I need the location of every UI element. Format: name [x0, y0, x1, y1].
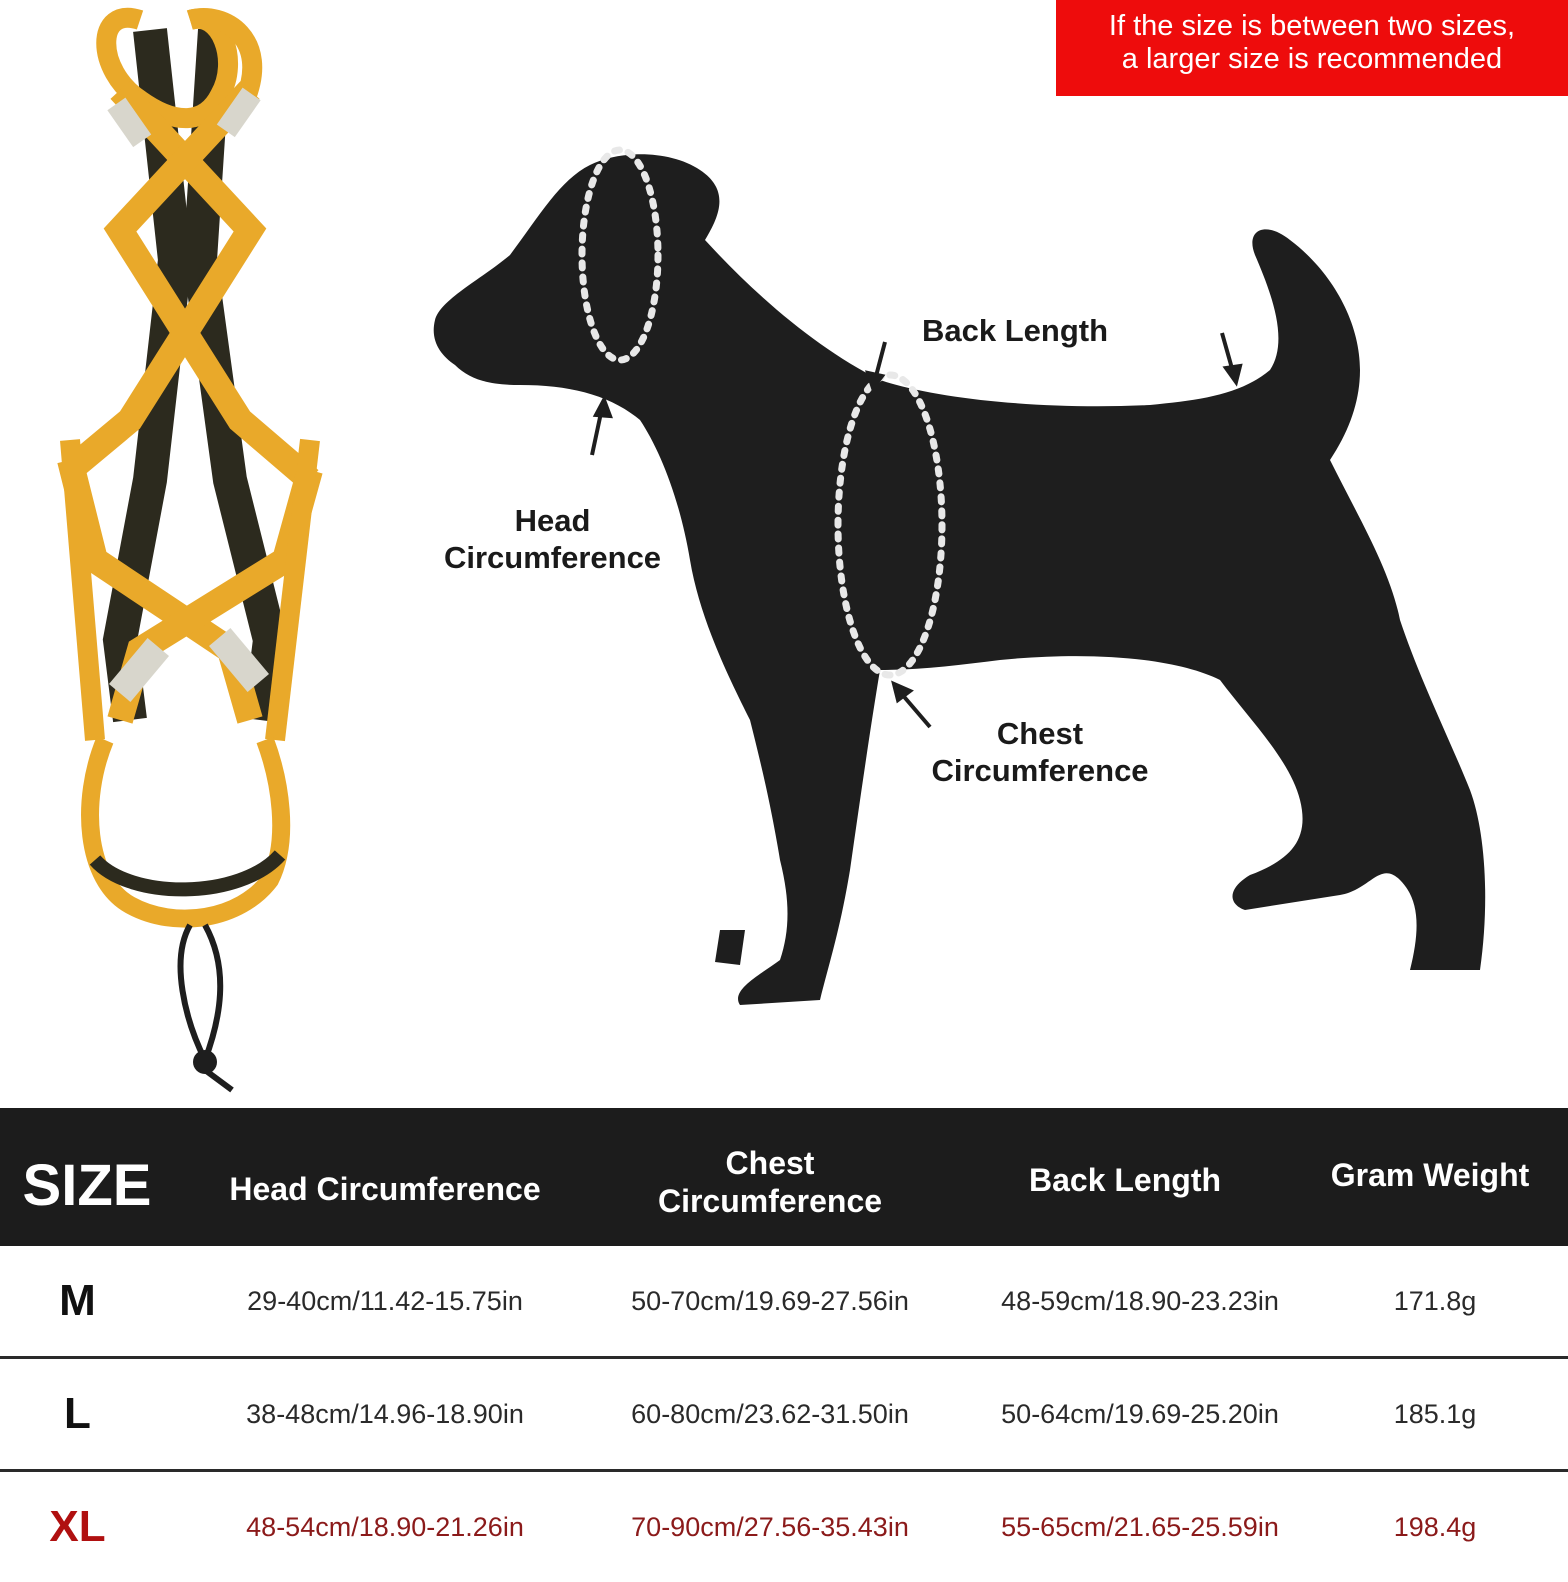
row-head: 29-40cm/11.42-15.75in [247, 1286, 523, 1316]
row-head: 38-48cm/14.96-18.90in [246, 1399, 524, 1429]
header-chest-circumference [590, 1144, 950, 1220]
notice-line-2: a larger size is recommended [1121, 43, 1503, 75]
head-label-line-2: Circumference [443, 540, 662, 575]
row-back: 48-59cm/18.90-23.23in [1001, 1286, 1279, 1316]
row-size: L [64, 1389, 91, 1438]
row-back: 55-65cm/21.65-25.59in [1001, 1512, 1279, 1542]
row-head: 48-54cm/18.90-21.26in [246, 1512, 524, 1542]
row-weight: 185.1g [1393, 1399, 1477, 1429]
back-length-text: Back Length [921, 313, 1109, 348]
harness-image [70, 18, 310, 1090]
row-chest: 60-80cm/23.62-31.50in [631, 1399, 909, 1429]
table-row [0, 1246, 1568, 1359]
table-row [0, 1359, 1568, 1472]
header-chest-line-2: Circumference [657, 1183, 883, 1219]
table-header [0, 1108, 1568, 1246]
header-chest-line-1: Chest [725, 1145, 815, 1181]
head-label-line-1: Head [514, 503, 591, 538]
row-size: XL [49, 1502, 106, 1551]
back-length-label [900, 312, 1130, 349]
chest-label-line-1: Chest [996, 716, 1084, 751]
dog-silhouette [434, 154, 1486, 1005]
header-size: SIZE [22, 1153, 152, 1218]
chest-circumference-label [910, 715, 1170, 789]
row-chest: 70-90cm/27.56-35.43in [631, 1512, 909, 1542]
header-head-circumference: Head Circumference [229, 1171, 541, 1207]
row-size: M [59, 1276, 96, 1325]
notice-line-1: If the size is between two sizes, [1108, 10, 1516, 42]
size-chart-table [0, 1108, 1568, 1563]
row-weight: 198.4g [1393, 1512, 1477, 1542]
chest-label-line-2: Circumference [931, 753, 1149, 788]
header-gram-weight: Gram Weight [1330, 1157, 1530, 1193]
table-row [0, 1472, 1568, 1582]
row-weight: 171.8g [1393, 1286, 1477, 1316]
head-circumference-label [425, 502, 680, 576]
header-back-length: Back Length [1028, 1162, 1222, 1198]
row-chest: 50-70cm/19.69-27.56in [631, 1286, 909, 1316]
row-back: 50-64cm/19.69-25.20in [1001, 1399, 1279, 1429]
